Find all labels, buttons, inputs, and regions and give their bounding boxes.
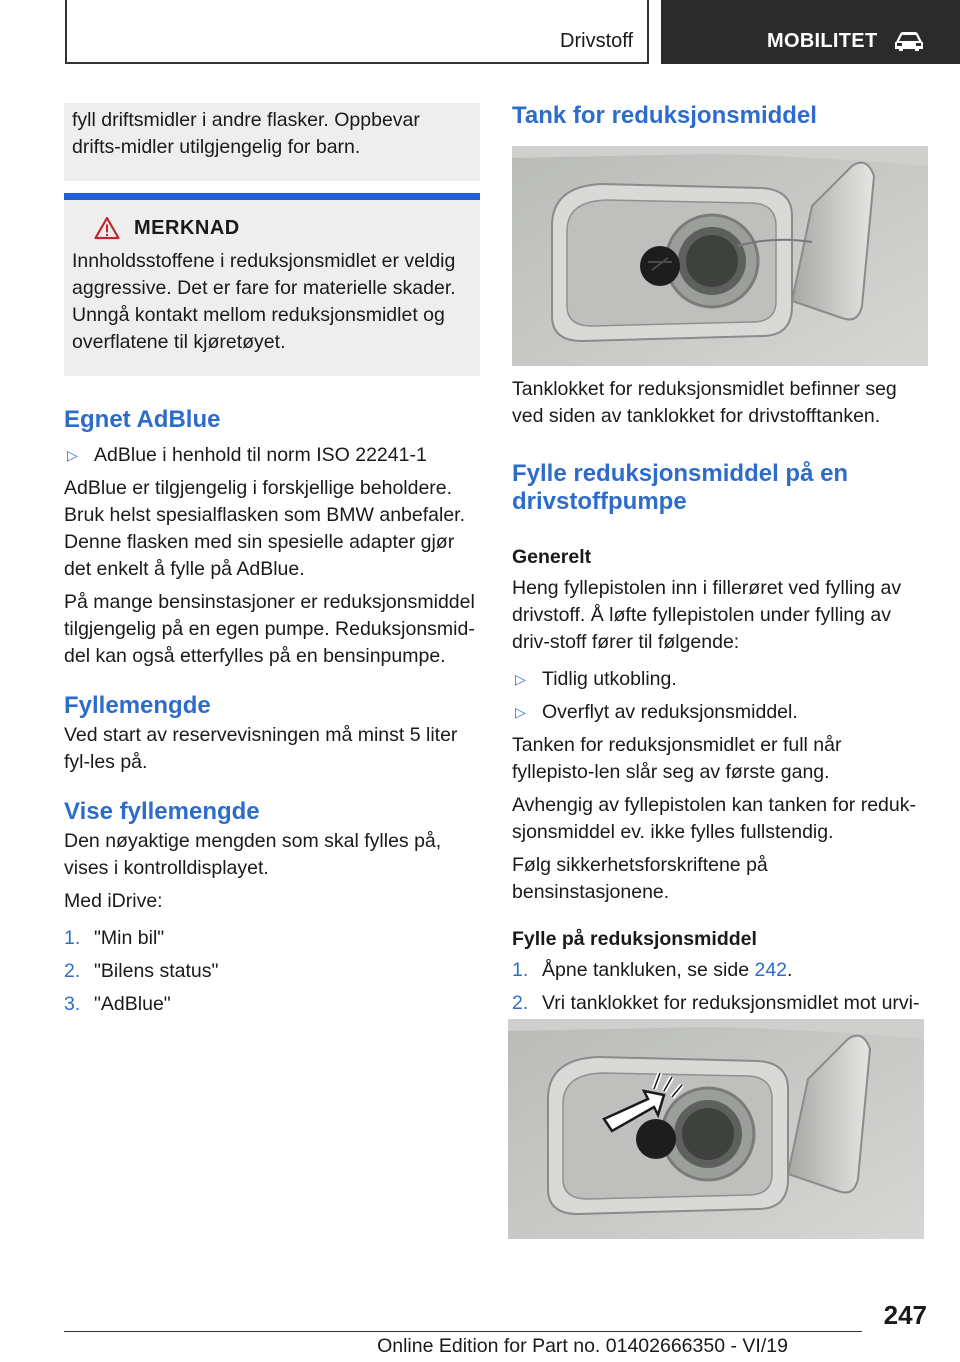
list-item xyxy=(64,925,480,952)
header-chapter-title: MOBILITET xyxy=(767,30,878,52)
list-text: "AdBlue" xyxy=(94,993,171,1015)
figure-tank-cap xyxy=(512,146,928,366)
header-chapter-box xyxy=(661,0,960,64)
subheading-generelt: Generelt xyxy=(512,546,592,568)
notice-header xyxy=(72,216,472,240)
bullet-text: AdBlue i henhold til norm ISO 22241-1 xyxy=(94,444,427,466)
paragraph: Følg sikkerhetsforskriftene på bensinstasjonene. xyxy=(512,854,768,903)
notice-box xyxy=(64,193,480,376)
heading-egnet-adblue: Egnet AdBlue xyxy=(64,406,221,433)
continued-warning-box xyxy=(64,103,480,181)
list-number: 1. xyxy=(64,927,81,949)
paragraph: Med iDrive: xyxy=(64,890,163,912)
list-item xyxy=(64,991,480,1018)
subheading-fylle-pa: Fylle på reduksjonsmiddel xyxy=(512,928,757,950)
list-text-part: Åpne tankluken, se side xyxy=(542,959,755,981)
list-item xyxy=(512,666,928,693)
car-icon xyxy=(893,30,925,52)
list-text: "Min bil" xyxy=(94,927,165,949)
paragraph: Heng fyllepistolen inn i fillerøret ved fylling av drivstoff. Å løfte fyllepistolen under fylling av driv-stoff fører til følgende: xyxy=(512,577,902,653)
bullet-triangle-icon: ▷ xyxy=(67,447,78,463)
list-text: Vri tanklokket for reduksjonsmidlet mot urvi- xyxy=(542,992,920,1014)
paragraph: AdBlue er tilgjengelig i forskjellige beholdere. Bruk helst spesialflasken som BMW anbefaler. Denne flasken med sin spesielle adapter gjør det enkelt å fylle på AdBlue. xyxy=(64,477,466,580)
list-number: 2. xyxy=(512,992,529,1014)
page-number: 247 xyxy=(883,1300,927,1330)
left-column xyxy=(64,103,480,1024)
list-text: "Bilens status" xyxy=(94,960,219,982)
tank-cap-rotate-illustration xyxy=(508,1019,924,1239)
footer-edition-text: Online Edition for Part no. 01402666350 - VI/19 xyxy=(377,1335,788,1357)
header-section-box xyxy=(65,0,649,64)
paragraph: Avhengig av fyllepistolen kan tanken for reduk-sjonsmiddel ev. ikke fylles fullstendig. xyxy=(512,794,916,843)
tank-cap-illustration xyxy=(512,146,928,366)
heading-fylle-pumpe: Fylle reduksjonsmiddel på en drivstoffpumpe xyxy=(512,460,849,515)
paragraph: Den nøyaktige mengden som skal fylles på, vises i kontrolldisplayet. xyxy=(64,830,442,879)
bullet-text: Overflyt av reduksjonsmiddel. xyxy=(542,701,798,723)
list-text-part: . xyxy=(787,959,793,981)
figure-tank-cap-arrow xyxy=(508,1019,924,1239)
list-item xyxy=(64,958,480,985)
notice-title: MERKNAD xyxy=(134,216,240,239)
bullet-triangle-icon: ▷ xyxy=(515,671,526,687)
right-column xyxy=(512,100,928,1050)
heading-vise-fyllemengde: Vise fyllemengde xyxy=(64,798,260,825)
paragraph: Tanken for reduksjonsmidlet er full når fyllepisto-len slår seg av første gang. xyxy=(512,734,842,783)
footer-edition xyxy=(0,1335,960,1358)
warning-triangle-icon xyxy=(94,216,120,240)
footer-divider xyxy=(64,1331,862,1332)
notice-text: Innholdsstoffene i reduksjonsmidlet er veldig aggressive. Det er fare for materielle skader. Unngå kontakt mellom reduksjonsmidlet og overflatene til kjøretøyet. xyxy=(72,250,456,353)
list-item xyxy=(64,442,480,469)
list-item xyxy=(512,957,928,984)
bullet-text: Tidlig utkobling. xyxy=(542,668,677,690)
list-number: 1. xyxy=(512,959,529,981)
list-number: 3. xyxy=(64,993,81,1015)
continued-warning-text: fyll driftsmidler i andre flasker. Oppbevar drifts-midler utilgjengelig for barn. xyxy=(72,109,420,158)
heading-tank: Tank for reduksjonsmiddel xyxy=(512,102,817,129)
paragraph: Ved start av reservevisningen må minst 5 liter fyl-les på. xyxy=(64,724,458,773)
figure-caption: Tanklokket for reduksjonsmidlet befinner seg ved siden av tanklokket for drivstofftanken. xyxy=(512,378,897,427)
list-number: 2. xyxy=(64,960,81,982)
list-item xyxy=(512,699,928,726)
heading-fyllemengde: Fyllemengde xyxy=(64,692,211,719)
page-link-242[interactable]: 242 xyxy=(754,959,788,981)
bullet-triangle-icon: ▷ xyxy=(515,704,526,720)
list-text xyxy=(542,957,792,984)
paragraph: På mange bensinstasjoner er reduksjonsmiddel tilgjengelig på en egen pumpe. Reduksjonsmid-del kan også etterfylles på en bensinpumpe. xyxy=(64,591,475,667)
header-section-title: Drivstoff xyxy=(560,30,633,52)
